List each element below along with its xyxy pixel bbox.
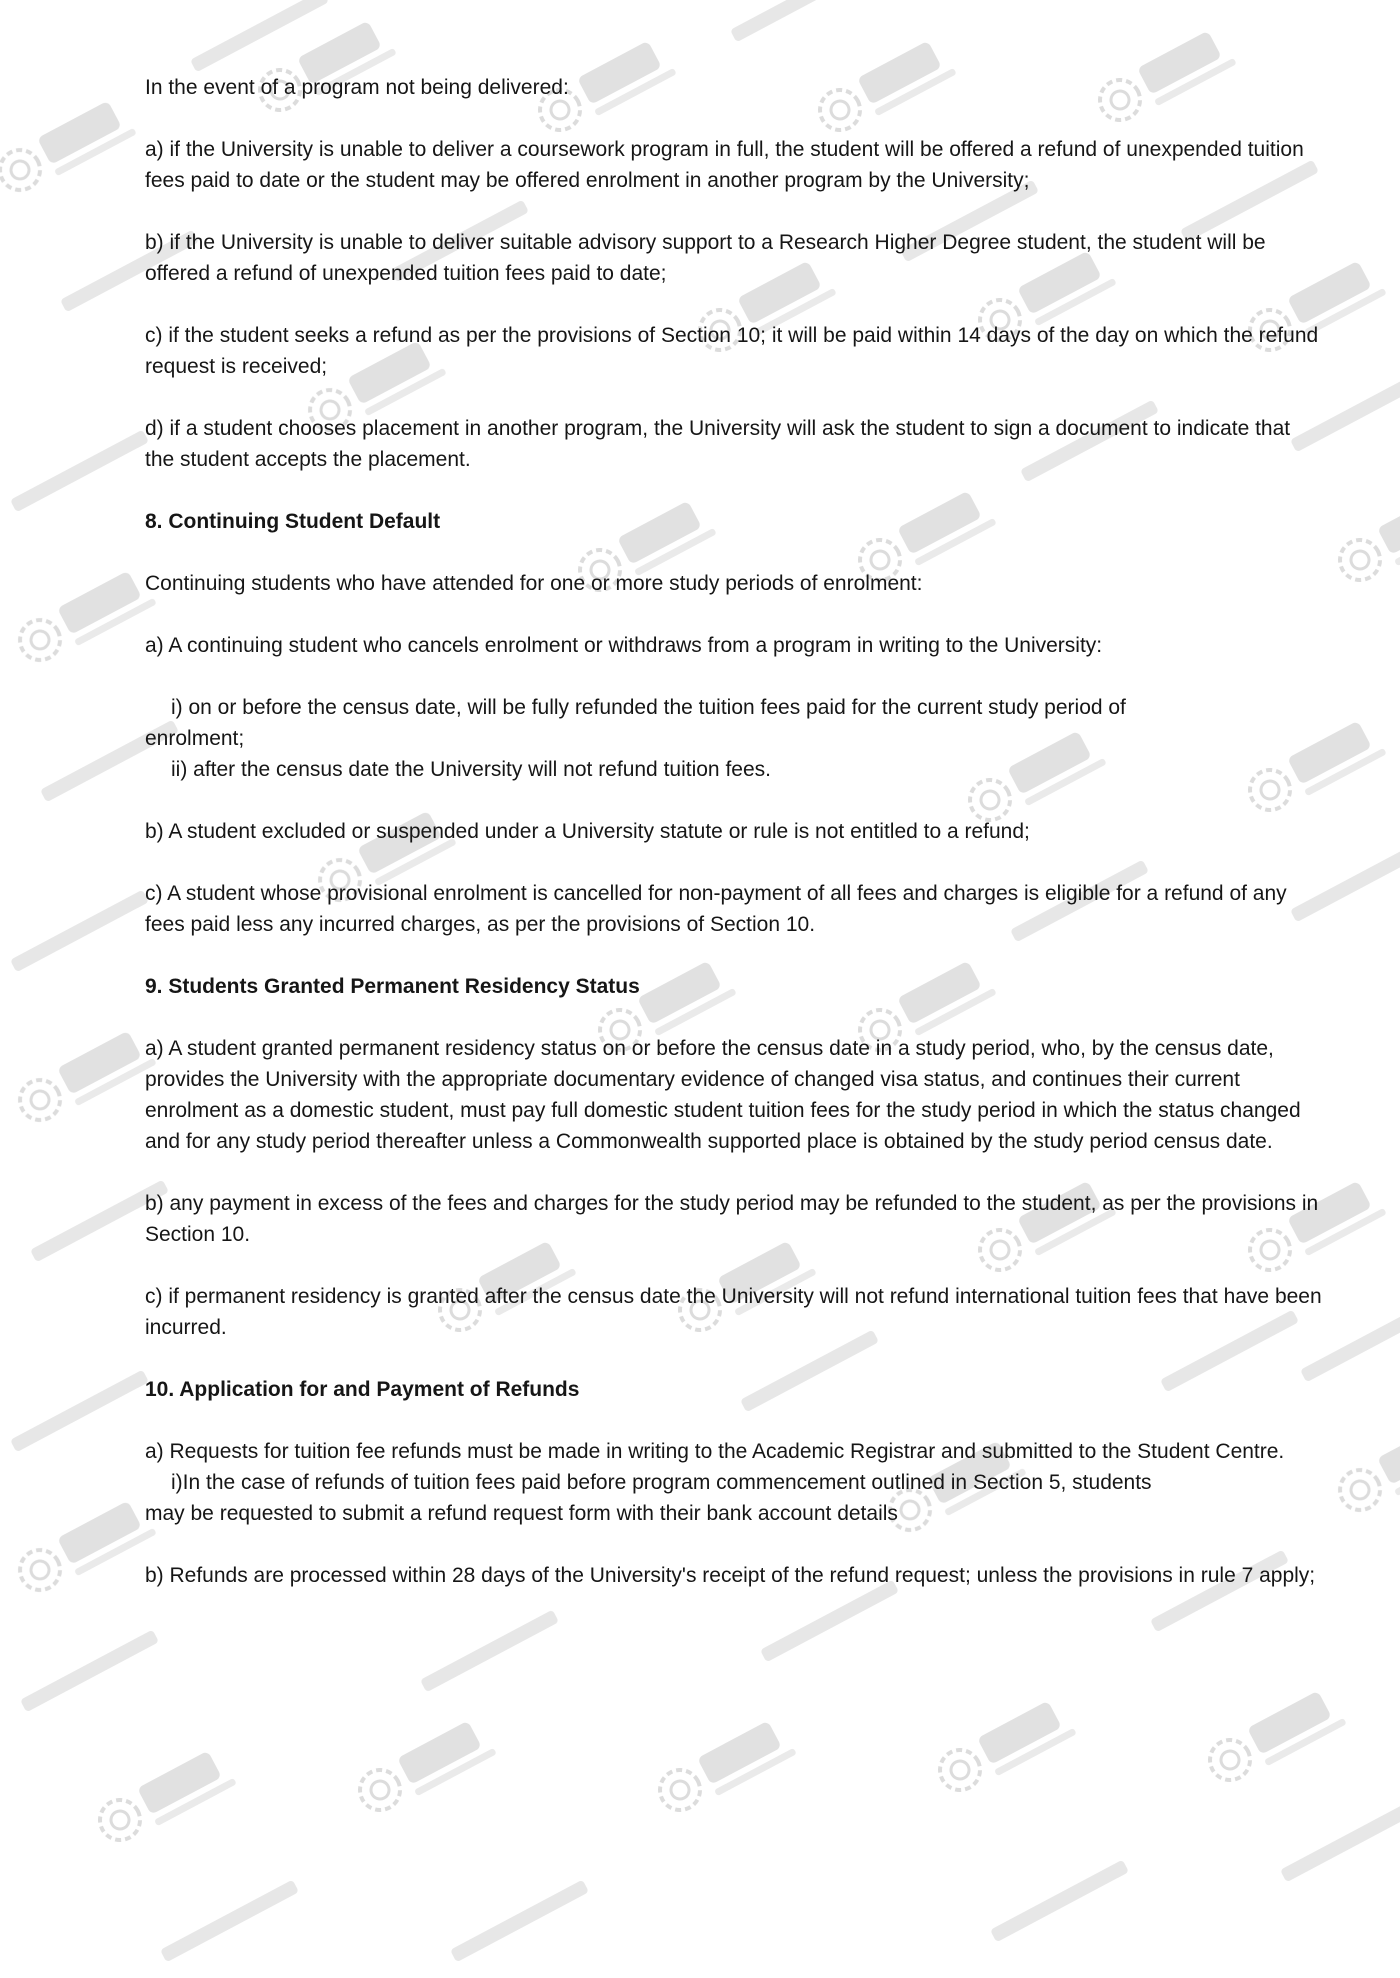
section10-item-a-i-line2: may be requested to submit a refund request form with their bank account details	[145, 1502, 898, 1525]
section7-item-a: a) if the University is unable to deliver a coursework program in full, the student will be offered a refund of unexpended tuition fees paid to date or the student may be offered enrolment in another program by the University;	[145, 138, 1304, 192]
section8-item-a-i-line2: enrolment;	[145, 727, 245, 750]
section10-heading: 10. Application for and Payment of Refunds	[145, 1378, 580, 1401]
section8-item-c: c) A student whose provisional enrolment is cancelled for non-payment of all fees and charges is eligible for a refund of any fees paid less any incurred charges, as per the provisions of Section 10.	[145, 882, 1287, 936]
section8-intro: Continuing students who have attended for one or more study periods of enrolment:	[145, 572, 923, 595]
section10-item-b: b) Refunds are processed within 28 days of the University's receipt of the refund request; unless the provisions in rule 7 apply;	[145, 1564, 1316, 1587]
section8-item-a-ii	[145, 754, 1325, 785]
document-page	[145, 72, 1325, 1622]
section8-heading: 8. Continuing Student Default	[145, 510, 441, 533]
section8-item-a: a) A continuing student who cancels enrolment or withdraws from a program in writing to the University:	[145, 634, 1103, 657]
section10-item-a-i-line1: i)In the case of refunds of tuition fees paid before program commencement outlined in Section 5, students	[171, 1471, 1152, 1494]
section8-item-a-i	[145, 692, 1325, 754]
section8-item-a-ii-text: ii) after the census date the University will not refund tuition fees.	[171, 758, 771, 781]
section7-item-c: c) if the student seeks a refund as per the provisions of Section 10; it will be paid within 14 days of the day on which the refund request is received;	[145, 324, 1319, 378]
section10-item-a-i	[145, 1467, 1325, 1529]
section10-item-a: a) Requests for tuition fee refunds must be made in writing to the Academic Registrar and submitted to the Student Centre.	[145, 1440, 1285, 1463]
section9-item-c: c) if permanent residency is granted after the census date the University will not refund international tuition fees that have been incurred.	[145, 1285, 1322, 1339]
section9-heading: 9. Students Granted Permanent Residency Status	[145, 975, 640, 998]
section8-item-b: b) A student excluded or suspended under a University statute or rule is not entitled to a refund;	[145, 820, 1030, 843]
section9-item-b: b) any payment in excess of the fees and charges for the study period may be refunded to the student, as per the provisions in Section 10.	[145, 1192, 1319, 1246]
section8-item-a-i-line1: i) on or before the census date, will be fully refunded the tuition fees paid for the current study period of	[171, 696, 1126, 719]
intro-paragraph: In the event of a program not being delivered:	[145, 76, 569, 99]
section7-item-b: b) if the University is unable to deliver suitable advisory support to a Research Higher Degree student, the student will be offered a refund of unexpended tuition fees paid to date;	[145, 231, 1266, 285]
section9-item-a: a) A student granted permanent residency status on or before the census date in a study period, who, by the census date, provides the University with the appropriate documentary evidence of changed visa status, and continues their current enrolment as a domestic student, must pay full domestic student tuition fees for the study period in which the status changed and for any study period thereafter unless a Commonwealth supported place is obtained by the study period census date.	[145, 1037, 1301, 1153]
section7-item-d: d) if a student chooses placement in another program, the University will ask the student to sign a document to indicate that the student accepts the placement.	[145, 417, 1291, 471]
